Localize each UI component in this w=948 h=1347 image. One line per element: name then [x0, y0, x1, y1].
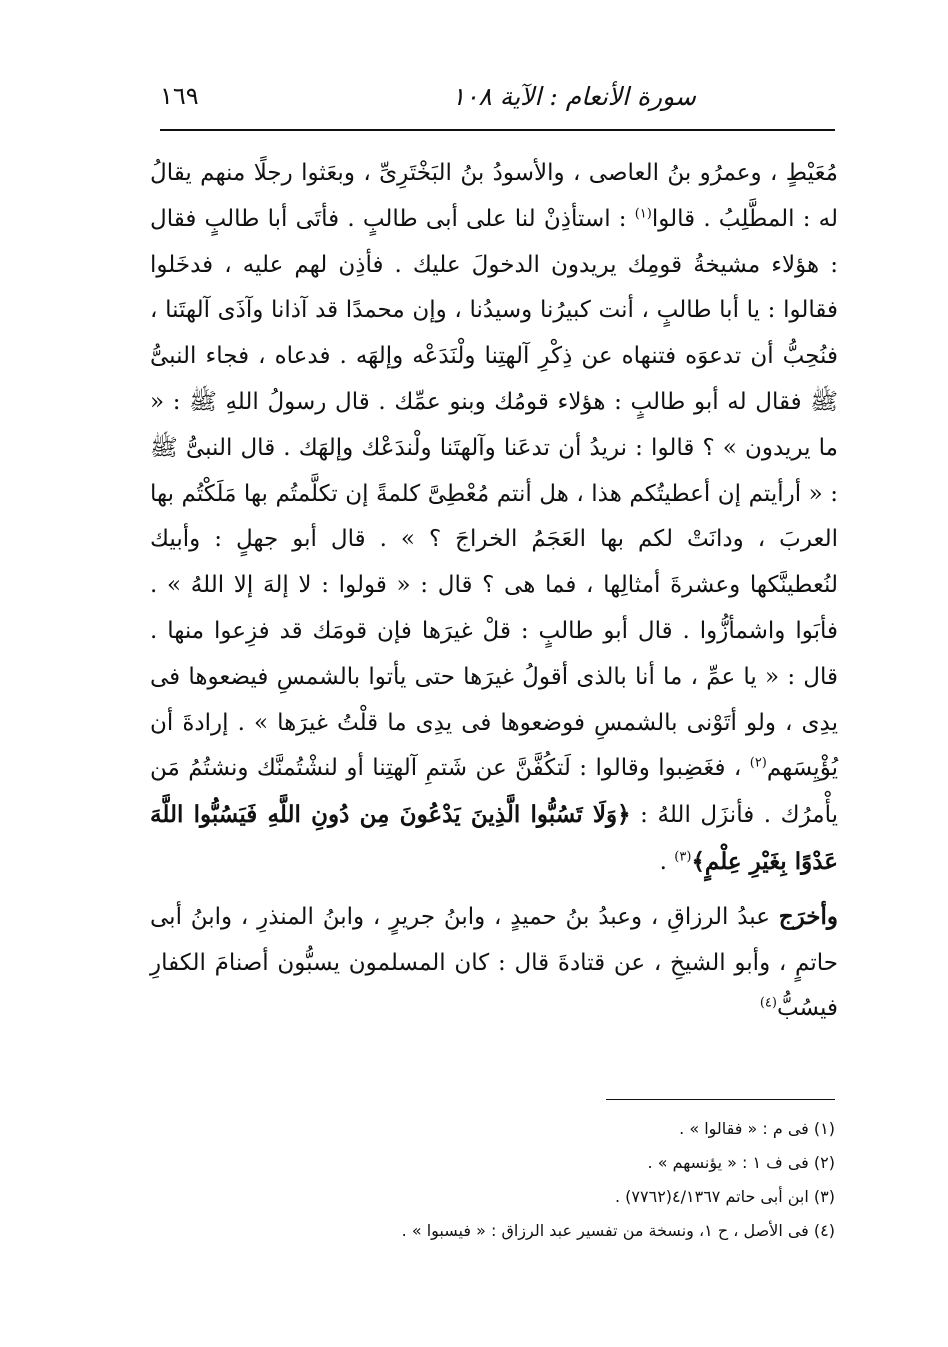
page-header [150, 82, 836, 122]
footnote-ref-1: (١) [634, 206, 652, 222]
paragraph-1 [150, 151, 838, 886]
text-segment: عبدُ الرزاقِ ، وعبدُ بنُ حميدٍ ، وابنُ جريرٍ ، وابنُ المنذرِ ، وابنُ أبى حاتمٍ ، وأبو الشيخِ ، عن قتادةَ قال : كان المسلمون يسبُّون أصنامَ الكفارِ فيسُبُّ [150, 903, 838, 1022]
quran-verse: ﴿وَلَا تَسُبُّوا الَّذِينَ يَدْعُونَ مِن دُونِ اللَّهِ فَيَسُبُّوا اللَّهَ عَدْوًا بِغَيْرِ عِلْمٍ﴾ [150, 801, 838, 875]
text-segment: . [659, 848, 675, 875]
text-segment: : استأذِنْ لنا على أبى طالبٍ . فأتَى أبا طالبٍ فقال : هؤلاء مشيخةُ قومِك يريدون الدخولَ عليك . فأذِن لهم عليه ، فدخَلوا فقالوا : يا أبا طالبٍ ، أنت كبيرُنا وسيدُنا ، وإن محمدًا قد آذانا وآذَى آلهتَنا ، فنُحِبُّ أن تدعوَه فتنهاه عن ذِكْرِ آلهتِنا ولْنَدَعْه وإلهَه . فدعاه ، فجاء النبىُّ ﷺ فقال له أبو طالبٍ : هؤلاء قومُك وبنو عمِّك . قال رسولُ اللهِ ﷺ : « ما يريدون » ؟ قالوا : نريدُ أن تدعَنا وآلهتَنا ولْندَعْك وإلهَك . قال النبىُّ ﷺ : « أرأيتم إن أعطيتُكم هذا ، هل أنتم مُعْطِىَّ كلمةً إن تكلَّمتُم بها مَلَكْتُم بها العربَ ، ودانَتْ لكم بها العَجَمُ الخراجَ ؟ » . قال أبو جهلٍ : وأبيك لنُعطينَّكها وعشرةَ أمثالِها ، فما هى ؟ قال : « قولوا : لا إلهَ إلا اللهُ » . فأبَوا واشمأزُّوا . قال أبو طالبٍ : قلْ غيرَها فإن قومَك قد فزِعوا منها . قال : « يا عمِّ ، ما أنا بالذى أقولُ غيرَها حتى يأتوا بالشمسِ فيضعوها فى يدِى ، ولو أتَوْنى بالشمسِ فوضعوها فى يدِى ما قلْتُ غيرَها » . إرادةَ أن يُؤْيِسَهم [150, 205, 838, 782]
footnote: (٣) ابن أبى حاتم ٤/١٣٦٧(٧٧٦٢) . [614, 1187, 835, 1206]
footnote: (٤) فى الأصل ، ح ١، ونسخة من تفسير عبد الرزاق : « فيسبوا » . [401, 1221, 835, 1240]
footnote: (١) فى م : « فقالوا » . [679, 1119, 835, 1138]
footnote-ref-2: (٢) [749, 755, 767, 771]
footnote-separator [606, 1099, 835, 1100]
text-segment: ، فغَضِبوا وقالوا : لَتكُفَّنَّ عن شَتمِ آلهتِنا أو لنشْتُمنَّك ونشتُمُ مَن يأْمرُك . فأنزَل اللهُ : [150, 755, 838, 829]
header-rule [160, 129, 835, 131]
footnote-ref-4: (٤) [759, 995, 777, 1011]
paragraph-2 [150, 894, 838, 1032]
footnotes [300, 1112, 835, 1248]
page-number: ١٦٩ [160, 82, 199, 110]
footnote-ref-3: (٣) [674, 849, 692, 865]
main-text [150, 151, 838, 1032]
running-title: سورة الأنعام : الآية ١٠٨ [451, 82, 696, 111]
footnote: (٢) فى ف ١ : « يؤنسهم » . [647, 1153, 835, 1172]
text-segment: مُعَيْطٍ ، وعمرُو بنُ العاصى ، والأسودُ بنُ البَخْتَرِىِّ ، وبعَثوا رجلًا منهم يقالُ له : المطَّلِبُ . قالوا [150, 160, 839, 232]
paragraph-lead-word: وأخرَج [778, 902, 838, 930]
